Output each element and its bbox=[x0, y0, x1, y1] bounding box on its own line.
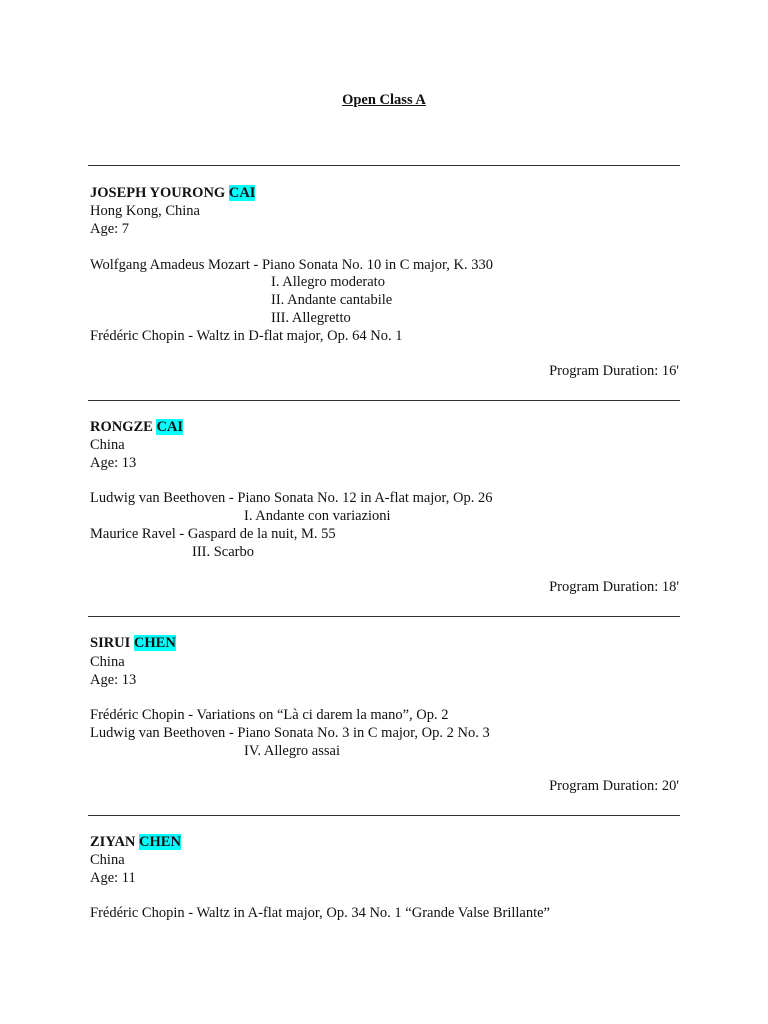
movement: I. Allegro moderato bbox=[271, 274, 385, 290]
competitor-name bbox=[90, 833, 181, 851]
movement: IV. Allegro assai bbox=[244, 743, 340, 759]
competitor-name bbox=[90, 184, 255, 202]
competitor-age: Age: 11 bbox=[90, 870, 136, 886]
duration-value: 18' bbox=[661, 579, 679, 595]
divider bbox=[88, 165, 680, 166]
piece: Frédéric Chopin - Variations on “Là ci darem la mano”, Op. 2 bbox=[90, 707, 449, 723]
movement: I. Andante con variazioni bbox=[244, 508, 391, 524]
competitor-location: Hong Kong, China bbox=[90, 203, 200, 219]
program-duration bbox=[549, 777, 679, 795]
piece: Maurice Ravel - Gaspard de la nuit, M. 55 bbox=[90, 526, 336, 542]
piece: Ludwig van Beethoven - Piano Sonata No. 3 in C major, Op. 2 No. 3 bbox=[90, 725, 490, 741]
movement: III. Allegretto bbox=[271, 310, 351, 326]
competitor-location: China bbox=[90, 654, 125, 670]
competitor-surname: CAI bbox=[156, 419, 184, 435]
duration-value: 20' bbox=[661, 778, 679, 794]
competitor-age: Age: 13 bbox=[90, 455, 137, 471]
duration-value: 16' bbox=[661, 363, 679, 379]
competitor-age: Age: 7 bbox=[90, 221, 130, 237]
competitor-surname: CHEN bbox=[133, 635, 176, 651]
competitor-first-name: RONGZE bbox=[90, 419, 153, 435]
program-duration bbox=[549, 362, 679, 380]
competitor-surname: CAI bbox=[228, 185, 256, 201]
program-duration bbox=[549, 578, 679, 596]
duration-label: Program Duration: bbox=[549, 363, 659, 379]
divider bbox=[88, 400, 680, 401]
piece: Wolfgang Amadeus Mozart - Piano Sonata No. 10 in C major, K. 330 bbox=[90, 257, 493, 273]
movement: II. Andante cantabile bbox=[271, 292, 393, 308]
competitor-surname: CHEN bbox=[139, 834, 181, 850]
competitor-location: China bbox=[90, 437, 125, 453]
competitor-age: Age: 13 bbox=[90, 672, 137, 688]
movement: III. Scarbo bbox=[192, 544, 255, 560]
competitor-name bbox=[90, 634, 176, 652]
duration-label: Program Duration: bbox=[549, 579, 659, 595]
duration-label: Program Duration: bbox=[549, 778, 659, 794]
competitor-first-name: JOSEPH YOURONG bbox=[90, 185, 226, 201]
piece: Frédéric Chopin - Waltz in D-flat major, Op. 64 No. 1 bbox=[90, 328, 403, 344]
page-title: Open Class A bbox=[342, 92, 426, 108]
competitor-first-name: ZIYAN bbox=[90, 834, 136, 850]
piece: Frédéric Chopin - Waltz in A-flat major, Op. 34 No. 1 “Grande Valse Brillante” bbox=[90, 905, 550, 921]
competitor-first-name: SIRUI bbox=[90, 635, 131, 651]
divider bbox=[88, 616, 680, 617]
divider bbox=[88, 815, 680, 816]
competitor-location: China bbox=[90, 852, 125, 868]
competitor-name bbox=[90, 418, 183, 436]
piece: Ludwig van Beethoven - Piano Sonata No. 12 in A-flat major, Op. 26 bbox=[90, 490, 493, 506]
